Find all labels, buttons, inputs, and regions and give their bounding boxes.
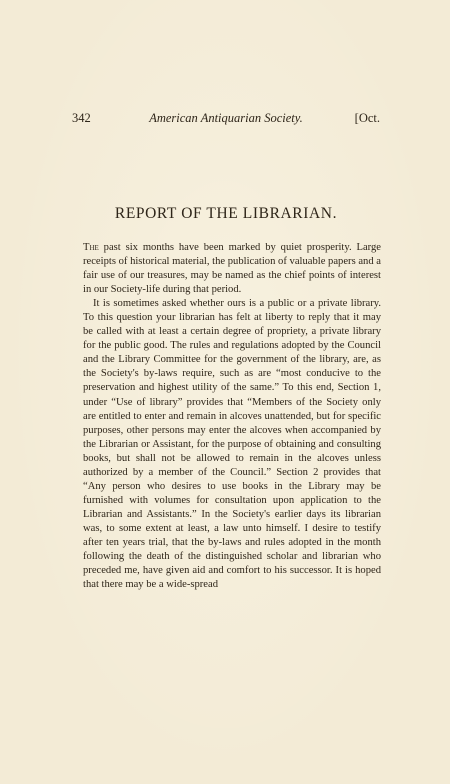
running-head [72,111,380,129]
page-number: 342 [72,111,91,125]
body-text [83,241,381,592]
month-label: [Oct. [354,111,380,125]
paragraph-2 [83,297,381,592]
paragraph-1-text: past six months have been marked by quiet prosperity. Large receipts of historical material, the publication of valuable papers and a fair use of our treasures, may be named as the chief points of interest in our Society-life during that period. [83,242,381,296]
paragraph-1-lead: The [83,242,99,253]
section-heading: REPORT OF THE LIBRARIAN. [114,205,338,222]
paragraph-1 [83,241,381,297]
paragraph-2-text: It is sometimes asked whether ours is a public or a private library. To this question your librarian has felt at liberty to reply that it may be called with at least a certain degree of propriety, a private library for the public good. The rules and regulations adopted by the Council and the Library Committee for the government of the library, are, as the Society's by-laws require, such as are “most conducive to the preservation and highest utility of the same.” To this end, Section 1, under “Use of library” provides that “Members of the Society only are entitled to enter and remain in alcoves unattended, but for specific purposes, other persons may enter the alcoves when accompanied by the Librarian or Assistant, for the purpose of obtaining and consulting books, but shall not be allowed to remain in the alcoves unless authorized by a member of the Council.” Section 2 provides that “Any person who desires to use books in the Library may be furnished with volumes for consultation upon application to the Librarian and Assistants.” In the Society's earlier days its librarian was, to some extent at least, a law unto himself. I desire to testify after ten years trial, that the by-laws and rules adopted in the month following the death of the distinguished scholar and librarian who preceded me, have given aid and comfort to his successor. It is hoped that there may be a wide-spread [83,298,381,591]
journal-title: American Antiquarian Society. [149,111,303,125]
